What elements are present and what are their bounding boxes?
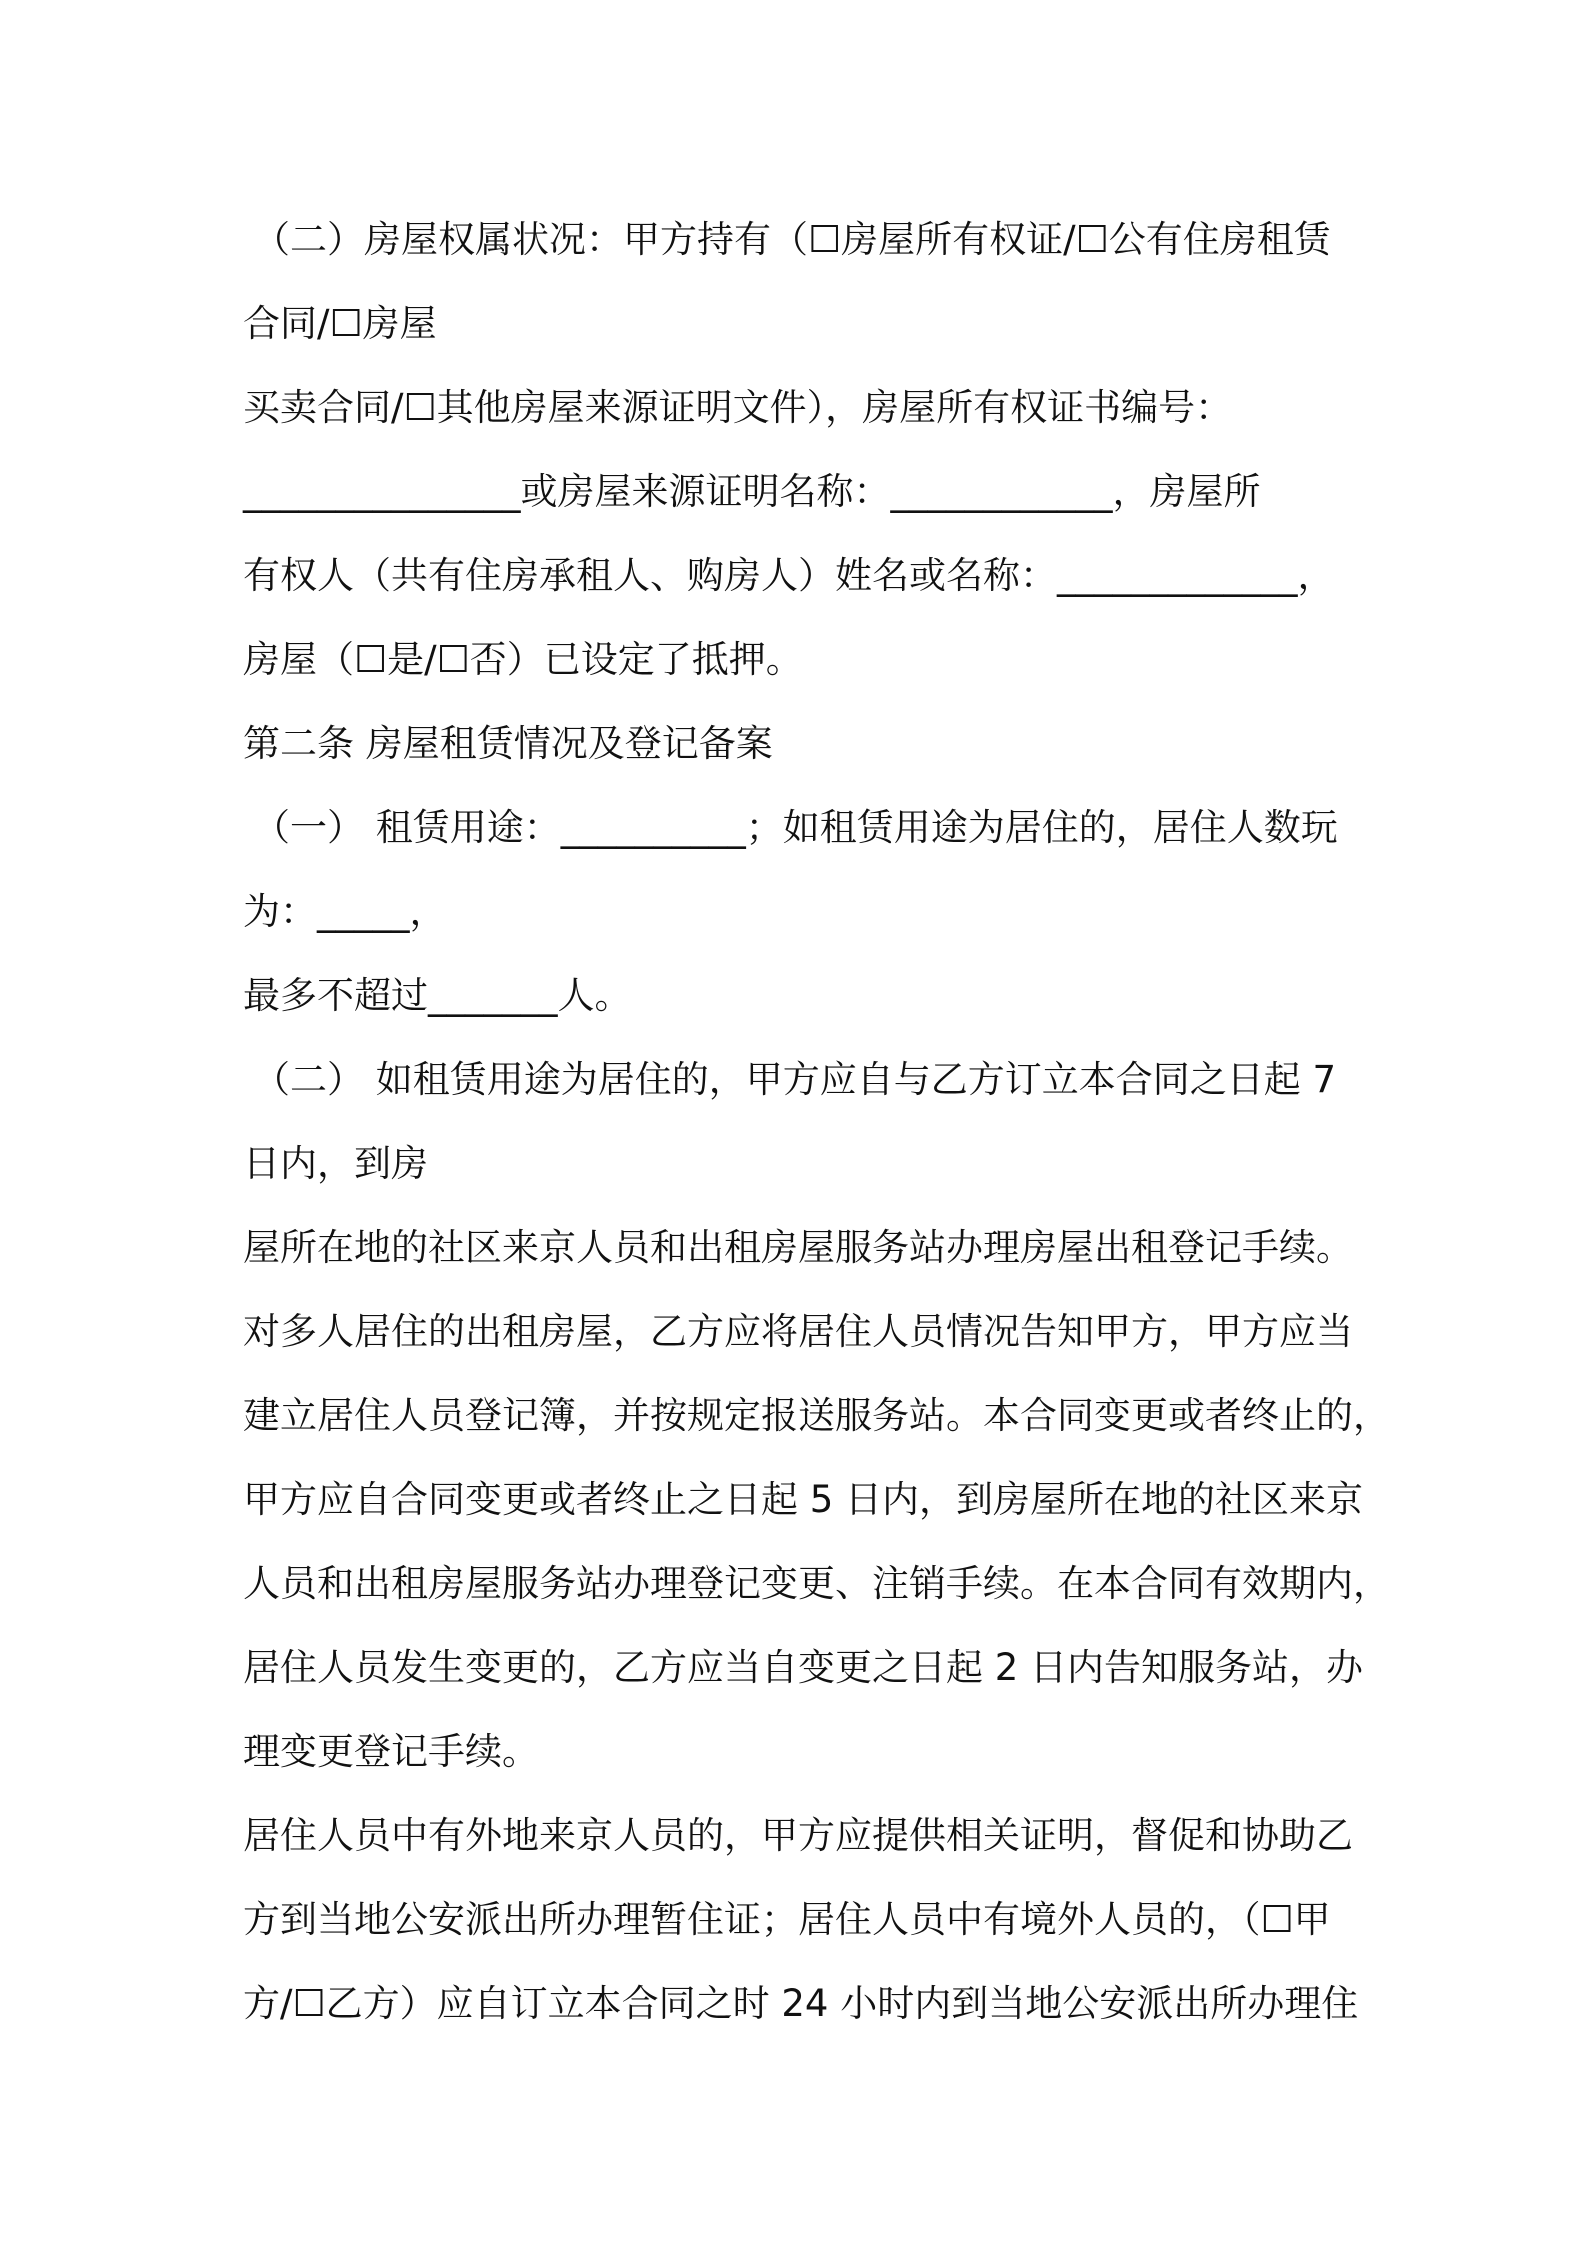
text-line: 对多人居住的出租房屋，乙方应将居住人员情况告知甲方，甲方应当 [243,1310,1353,1353]
text-line: 为：_____， [243,890,447,933]
text-line: （二） 如租赁用途为居住的，甲方应自与乙方订立本合同之日起 7 [253,1058,1337,1101]
text-line: 最多不超过_______人。 [243,974,632,1017]
text-line: 人员和出租房屋服务站办理登记变更、注销手续。在本合同有效期内， [243,1562,1390,1605]
section-heading: 第二条 房屋租赁情况及登记备案 [243,722,773,765]
text-line: 理变更登记手续。 [243,1730,539,1773]
text-line: 买卖合同/☐其他房屋来源证明文件），房屋所有权证书编号： [243,386,1233,429]
text-line: （二）房屋权属状况：甲方持有（☐房屋所有权证/☐公有住房租赁 [253,218,1331,261]
text-line: 屋所在地的社区来京人员和出租房屋服务站办理房屋出租登记手续。 [243,1226,1353,1269]
text-line: 房屋（☐是/☐否）已设定了抵押。 [243,638,803,681]
contract-text [243,198,1390,2046]
text-line: 甲方应自合同变更或者终止之日起 5 日内，到房屋所在地的社区来京 [243,1478,1364,1521]
text-line: _______________或房屋来源证明名称：____________，房屋所 [243,470,1261,513]
text-line: 居住人员中有外地来京人员的，甲方应提供相关证明，督促和协助乙 [243,1814,1353,1857]
text-line: 建立居住人员登记簿，并按规定报送服务站。本合同变更或者终止的， [243,1394,1390,1437]
text-line: 合同/☐房屋 [243,302,437,345]
text-line: 日内，到房 [243,1142,428,1185]
text-line: 方/☐乙方）应自订立本合同之时 24 小时内到当地公安派出所办理住 [243,1982,1359,2025]
text-line: （一） 租赁用途：__________；如租赁用途为居住的，居住人数玩 [253,806,1338,849]
text-line: 有权人（共有住房承租人、购房人）姓名或名称：_____________， [243,554,1335,597]
text-line: 方到当地公安派出所办理暂住证；居住人员中有境外人员的，（☐甲 [243,1898,1331,1941]
text-line: 居住人员发生变更的，乙方应当自变更之日起 2 日内告知服务站，办 [243,1646,1364,1689]
